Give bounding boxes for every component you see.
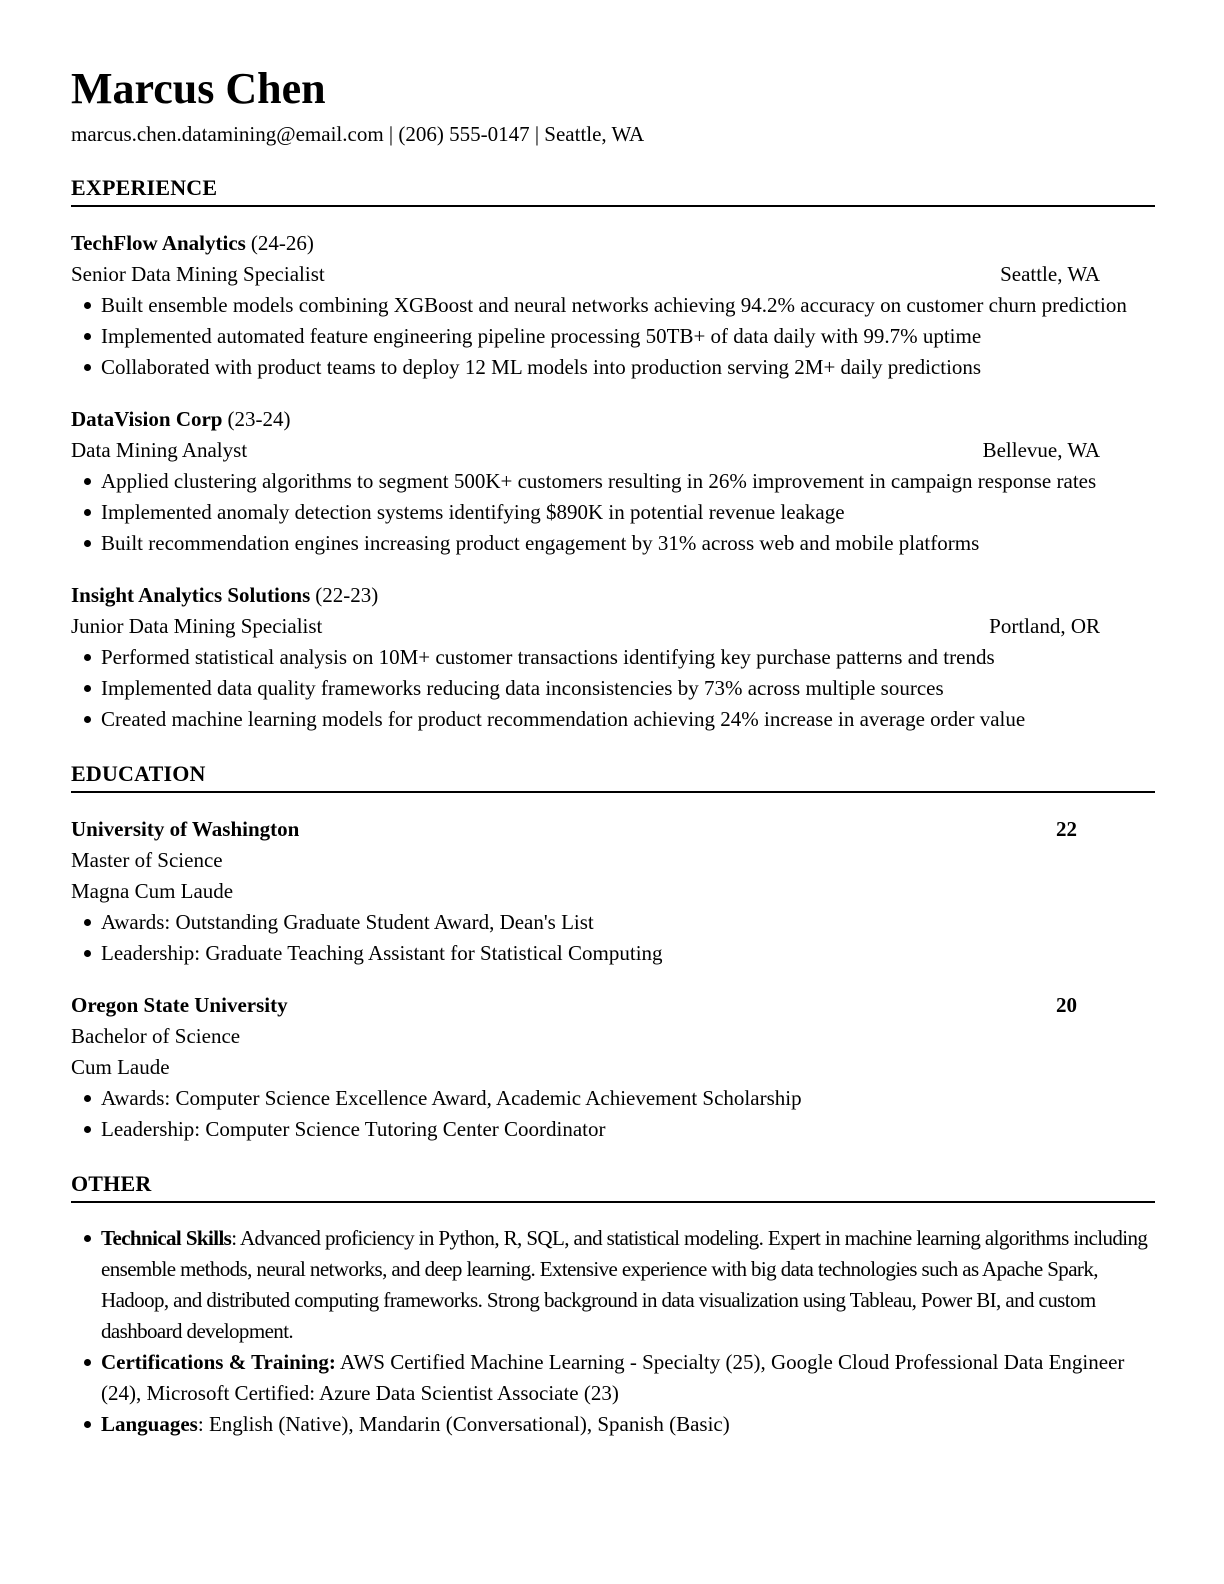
job-role-row — [71, 435, 1155, 466]
job-role: Senior Data Mining Specialist — [71, 262, 325, 286]
other-item-text: AWS Certified Machine Learning - Specialty (25), Google Cloud Professional Data Engineer (24), Microsoft Certified: Azure Data Scientist Associate (23) — [101, 1350, 1125, 1405]
job-bullet: Collaborated with product teams to deploy 12 ML models into production serving 2M+ daily predictions — [71, 352, 1155, 383]
school-bullet: Awards: Computer Science Excellence Award, Academic Achievement Scholarship — [71, 1083, 1155, 1114]
school-bullet-list — [71, 907, 1155, 969]
other-item-label: Technical Skills — [101, 1226, 232, 1250]
job-entry — [71, 404, 1155, 559]
job-role: Junior Data Mining Specialist — [71, 614, 323, 638]
school-header-row — [71, 990, 1155, 1021]
school-bullet: Leadership: Graduate Teaching Assistant for Statistical Computing — [71, 938, 1155, 969]
job-bullet: Implemented anomaly detection systems identifying $890K in potential revenue leakage — [71, 497, 1155, 528]
job-header — [71, 404, 1155, 435]
school-degree: Master of Science — [71, 848, 223, 872]
job-bullet: Applied clustering algorithms to segment 500K+ customers resulting in 26% improvement in campaign response rates — [71, 466, 1155, 497]
education-entry — [71, 990, 1155, 1145]
job-entry — [71, 580, 1155, 735]
job-role: Data Mining Analyst — [71, 438, 248, 462]
job-location: Seattle, WA — [1000, 262, 1100, 286]
job-bullet: Created machine learning models for product recommendation achieving 24% increase in average order value — [71, 704, 1155, 735]
other-item-certifications — [71, 1347, 1155, 1409]
school-degree: Bachelor of Science — [71, 1024, 241, 1048]
school-bullet: Awards: Outstanding Graduate Student Award, Dean's List — [71, 907, 1155, 938]
job-role-row — [71, 611, 1155, 642]
job-dates: (24-26) — [250, 231, 314, 255]
other-item-text: : Advanced proficiency in Python, R, SQL, and statistical modeling. Expert in machine learning algorithms including ensemble methods, neural networks, and deep learning. Extensive experience with big data technologies such as Apache Spark, Hadoop, and distributed computing frameworks. Strong background in data visualization using Tableau, Power BI, and custom dashboard development. — [101, 1226, 1148, 1343]
person-name: Marcus Chen — [71, 64, 326, 113]
job-bullet: Implemented automated feature engineering pipeline processing 50TB+ of data daily with 99.7% uptime — [71, 321, 1155, 352]
job-location: Bellevue, WA — [982, 438, 1100, 462]
job-company: TechFlow Analytics — [71, 231, 246, 255]
other-list — [71, 1223, 1155, 1440]
other-item-languages — [71, 1409, 1155, 1440]
job-entry — [71, 228, 1155, 383]
other-item-label: Certifications & Training: — [101, 1350, 336, 1374]
job-dates: (22-23) — [315, 583, 379, 607]
job-bullet: Performed statistical analysis on 10M+ customer transactions identifying key purchase patterns and trends — [71, 642, 1155, 673]
education-entry — [71, 814, 1155, 969]
contact-line: marcus.chen.datamining@email.com | (206) 555-0147 | Seattle, WA — [71, 122, 645, 146]
job-bullet-list — [71, 642, 1155, 735]
school-bullet: Leadership: Computer Science Tutoring Center Coordinator — [71, 1114, 1155, 1145]
section-title-other: OTHER — [71, 1171, 1155, 1203]
school-year: 20 — [1056, 993, 1077, 1017]
job-bullet: Built recommendation engines increasing product engagement by 31% across web and mobile platforms — [71, 528, 1155, 559]
job-location: Portland, OR — [989, 614, 1100, 638]
job-dates: (23-24) — [227, 407, 291, 431]
job-bullet: Implemented data quality frameworks reducing data inconsistencies by 73% across multiple sources — [71, 673, 1155, 704]
job-company: Insight Analytics Solutions — [71, 583, 311, 607]
school-bullet-list — [71, 1083, 1155, 1145]
school-honors: Cum Laude — [71, 1055, 170, 1079]
school-name: University of Washington — [71, 817, 300, 841]
job-company: DataVision Corp — [71, 407, 223, 431]
section-title-education: EDUCATION — [71, 761, 1155, 793]
job-bullet-list — [71, 466, 1155, 559]
school-year: 22 — [1056, 817, 1077, 841]
job-header — [71, 580, 1155, 611]
other-item-technical-skills — [71, 1223, 1155, 1347]
school-header-row — [71, 814, 1155, 845]
other-item-text: : English (Native), Mandarin (Conversational), Spanish (Basic) — [197, 1412, 730, 1436]
school-honors: Magna Cum Laude — [71, 879, 234, 903]
other-item-label: Languages — [101, 1412, 198, 1436]
school-name: Oregon State University — [71, 993, 288, 1017]
section-title-experience: EXPERIENCE — [71, 175, 1155, 207]
job-role-row — [71, 259, 1155, 290]
job-bullet-list — [71, 290, 1155, 383]
job-bullet: Built ensemble models combining XGBoost and neural networks achieving 94.2% accuracy on customer churn prediction — [71, 290, 1155, 321]
job-header — [71, 228, 1155, 259]
